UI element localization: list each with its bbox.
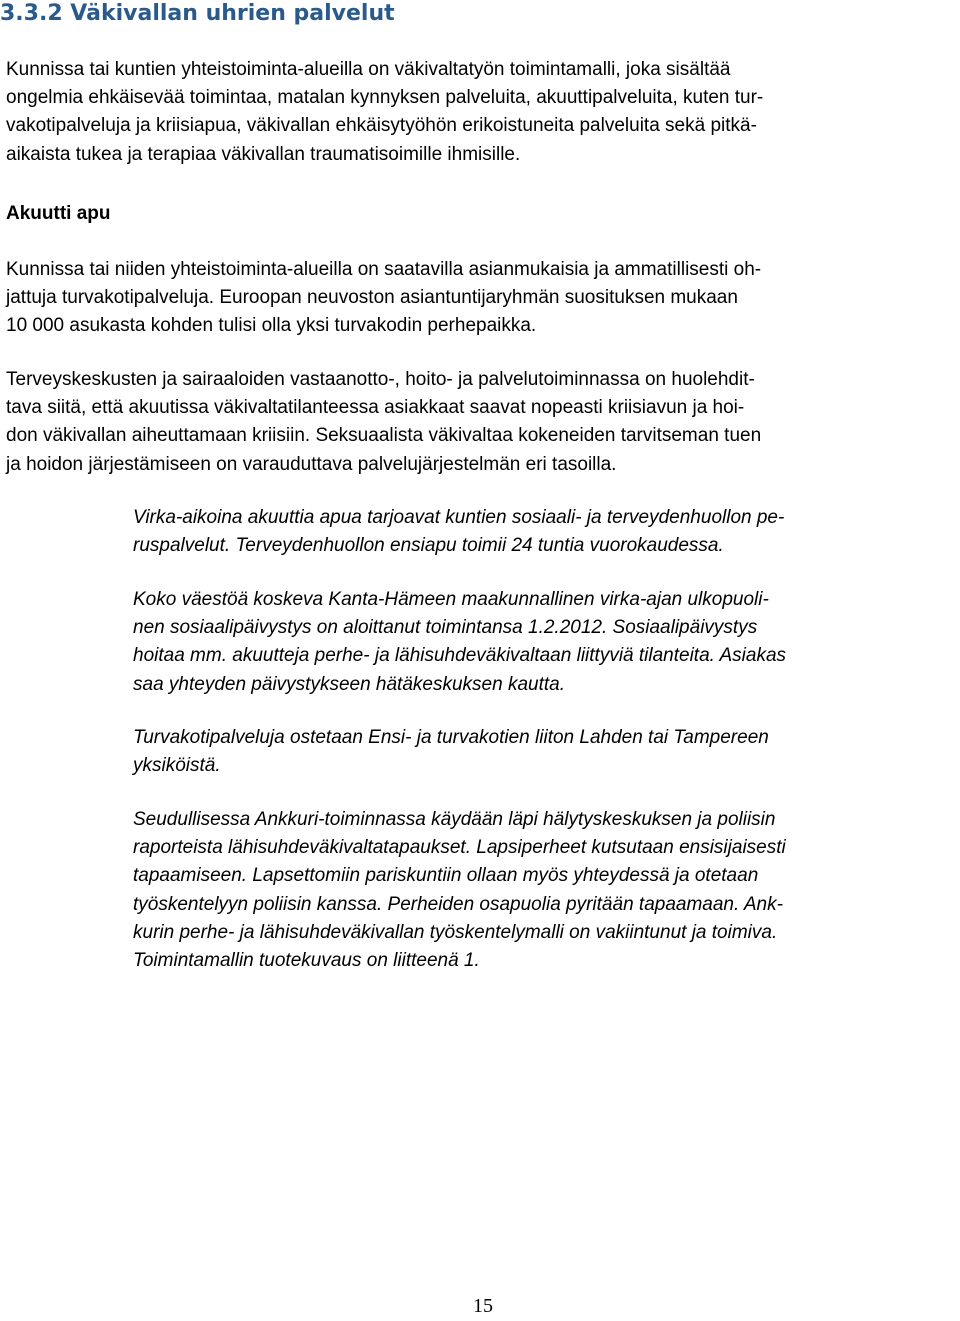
text-line: yksiköistä. <box>133 755 221 777</box>
text-line: ruspalvelut. Terveydenhuollon ensiapu toimii 24 tuntia vuorokaudessa. <box>133 535 724 557</box>
text-line: kurin perhe- ja lähisuhdeväkivallan työskentelymalli on vakiintunut ja toimiva. <box>133 921 778 943</box>
text-line: tava siitä, että akuutissa väkivaltatilanteessa asiakkaat saavat nopeasti kriisiavun ja hoi- <box>6 397 745 419</box>
acute-help-heading: Akuutti apu <box>6 203 111 224</box>
intro-paragraph <box>6 56 763 169</box>
text-line: tapaamiseen. Lapsettomiin pariskuntiin ollaan myös yhteydessä ja otetaan <box>133 865 759 887</box>
text-line: don väkivallan aiheuttamaan kriisiin. Seksuaalista väkivaltaa kokeneiden tarvitseman tuen <box>6 425 762 447</box>
text-line: ongelmia ehkäisevää toimintaa, matalan kynnyksen palveluita, akuuttipalveluita, kuten tur- <box>6 87 764 109</box>
text-line: vakotipalveluja ja kriisiapua, väkivallan ehkäisytyöhön erikoistuneita palveluita sekä pitkä- <box>6 115 757 137</box>
acute-paragraph-1 <box>6 256 761 341</box>
page-number: 15 <box>473 1295 493 1317</box>
text-line: aikaista tukea ja terapiaa väkivallan traumatisoimille ihmisille. <box>6 143 521 165</box>
text-line: ja hoidon järjestämiseen on varauduttava palvelujärjestelmän eri tasoilla. <box>6 453 617 475</box>
text-line: Terveyskeskusten ja sairaaloiden vastaanotto-, hoito- ja palvelutoiminnassa on huolehdit- <box>6 369 755 390</box>
text-line: raporteista lähisuhdeväkivaltatapaukset. Lapsiperheet kutsutaan ensisijaisesti <box>133 837 786 859</box>
text-line: Toimintamallin tuotekuvaus on liitteenä 1. <box>133 950 480 972</box>
text-line: Virka-aikoina akuuttia apua tarjoavat kuntien sosiaali- ja terveydenhuollon pe- <box>133 507 785 528</box>
local-paragraph-4 <box>133 806 786 975</box>
acute-paragraph-2 <box>6 366 761 479</box>
local-paragraph-3 <box>133 724 769 780</box>
text-line: jattuja turvakotipalveluja. Euroopan neuvoston asiantuntijaryhmän suosituksen mukaan <box>6 287 738 309</box>
text-line: Seudullisessa Ankkuri-toiminnassa käydään läpi hälytyskeskuksen ja poliisin <box>133 809 776 830</box>
section-heading: 3.3.2 Väkivallan uhrien palvelut <box>0 1 395 26</box>
text-line: hoitaa mm. akuutteja perhe- ja lähisuhdeväkivaltaan liittyviä tilanteita. Asiakas <box>133 645 787 667</box>
text-line: Kunnissa tai kuntien yhteistoiminta-alueilla on väkivaltatyön toimintamalli, joka sisältää <box>6 59 731 80</box>
local-paragraph-2 <box>133 586 786 699</box>
text-line: nen sosiaalipäivystys on aloittanut toimintansa 1.2.2012. Sosiaalipäivystys <box>133 617 758 639</box>
text-line: työskentelyyn poliisin kanssa. Perheiden osapuolia pyritään tapaamaan. Ank- <box>133 893 783 915</box>
text-line: Turvakotipalveluja ostetaan Ensi- ja turvakotien liiton Lahden tai Tampereen <box>133 727 769 748</box>
text-line: 10 000 asukasta kohden tulisi olla yksi turvakodin perhepaikka. <box>6 315 537 337</box>
text-line: Koko väestöä koskeva Kanta-Hämeen maakunnallinen virka-ajan ulkopuoli- <box>133 589 769 610</box>
local-paragraph-1 <box>133 504 784 560</box>
text-line: Kunnissa tai niiden yhteistoiminta-alueilla on saatavilla asianmukaisia ja ammatillisesti oh- <box>6 259 762 280</box>
text-line: saa yhteyden päivystykseen hätäkeskuksen kautta. <box>133 673 565 695</box>
